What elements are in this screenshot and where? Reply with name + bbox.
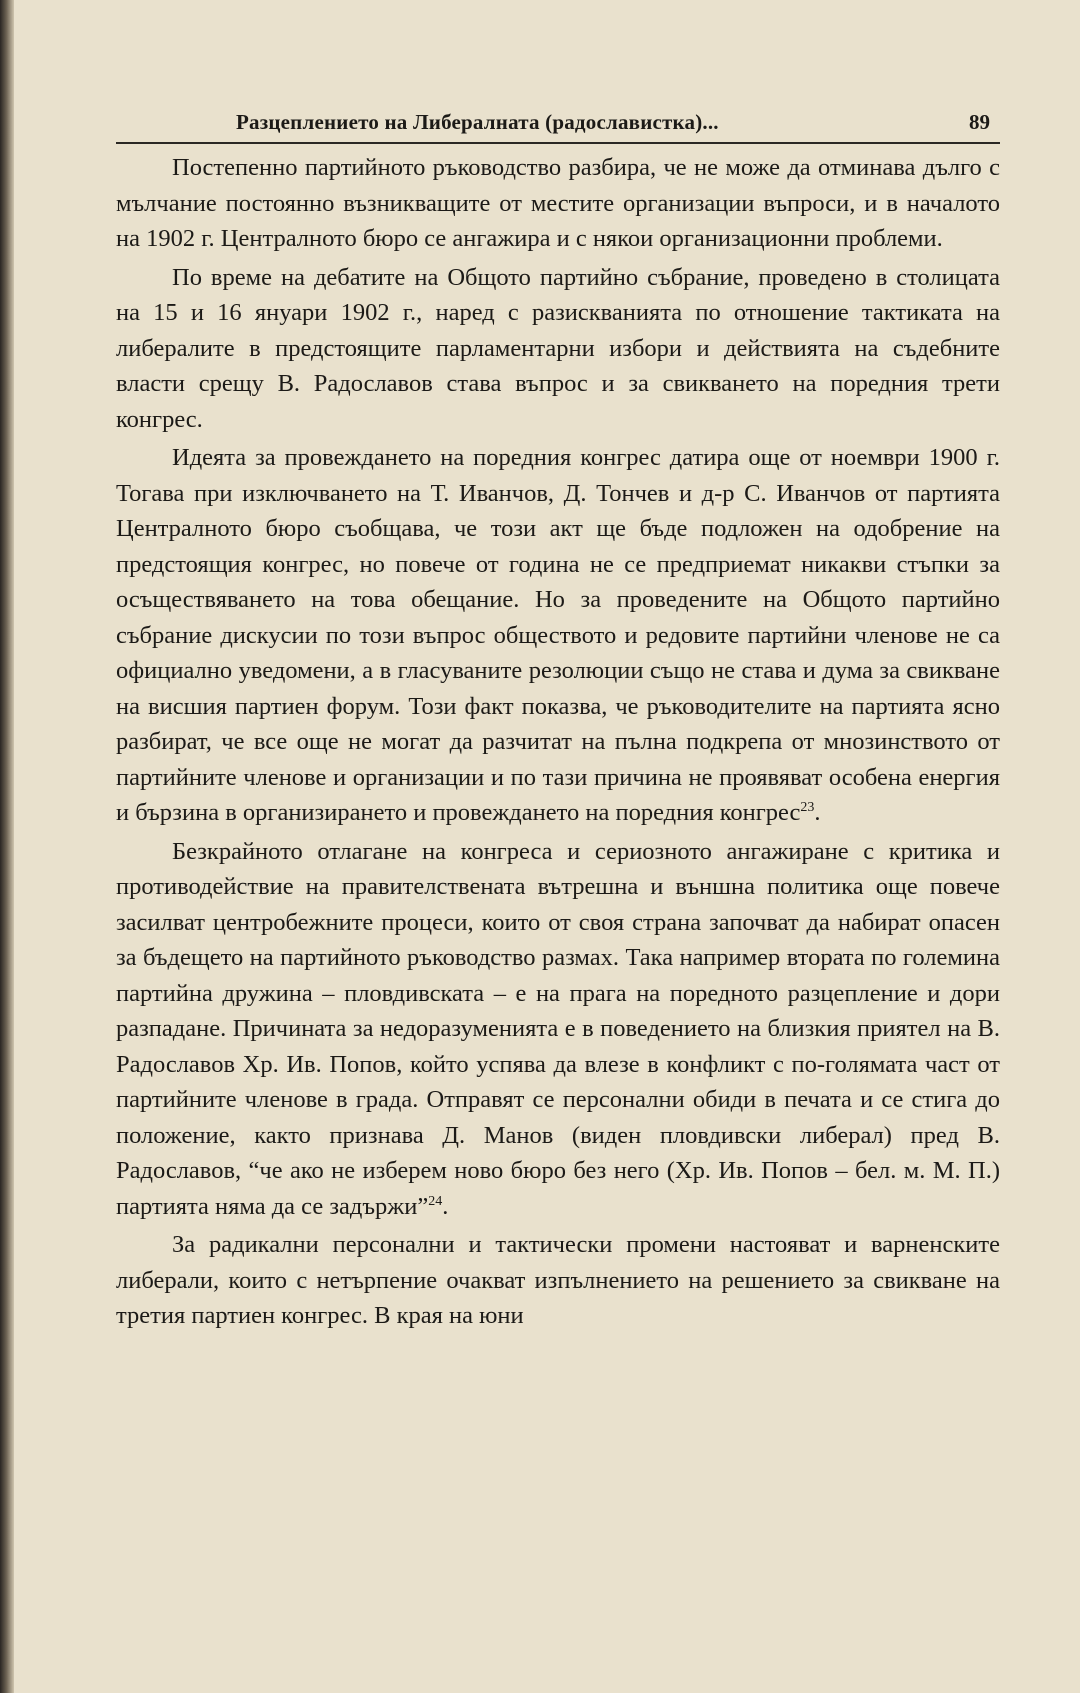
paragraph: За радикални персонални и тактически промени настояват и варненските либерали, които с нетърпение очакват изпълнението на решението за свикване на третия партиен конгрес. В края на юни: [116, 1231, 1000, 1329]
book-spine-shadow: [0, 0, 14, 1693]
footnote-ref: 24: [428, 1193, 443, 1209]
body-text: [116, 150, 1000, 1334]
paragraph: Постепенно партийното ръководство разбира, че не може да отминава дълго с мълчание постоянно възникващите от местите организации въпроси, и в началото на 1902 г. Централното бюро се ангажира и с някои организационни проблеми.: [116, 154, 1000, 252]
running-header: [116, 108, 1000, 144]
paragraph: Идеята за провеждането на поредния конгрес датира още от ноември 1900 г. Тогава при изключването на Т. Иванчов, Д. Тончев и д-р С. Иванчов от партията Централното бюро съобщава, че този акт ще бъде подложен на одобрение на предстоящия конгрес, но повече от година не се предприемат никакви стъпки за осъществяването на това обещание. Но за проведените на Общото партийно събрание дискусии по този въпрос обществото и редовите партийни членове не са официално уведомени, а в гласуваните резолюции също не става и дума за свикване на висшия партиен форум. Този факт показва, че ръководителите на партията ясно разбират, че все още не могат да разчитат на пълна подкрепа от мнозинството от партийните членове и организации и по тази причина не проявяват особена енергия и бързина в организирането и провеждането на поредния конгрес$^{23}$.: [116, 444, 1000, 826]
footnote-ref: 23: [800, 799, 815, 815]
paragraph: По време на дебатите на Общото партийно събрание, проведено в столицата на 15 и 16 януари 1902 г., наред с разискванията по отношение тактиката на либералите в предстоящите парламентарни избори и действията на съдебните власти срещу В. Радославов става въпрос и за свикването на поредния трети конгрес.: [116, 263, 1000, 433]
page-number: 89: [969, 110, 990, 134]
running-title: Разцеплението на Либералната (радославистка)...: [236, 110, 719, 134]
paragraph: Безкрайното отлагане на конгреса и сериозното ангажиране с критика и противодействие на правителствената вътрешна и външна политика още повече засилват центробежните процеси, които от своя страна започват да набират опасен за бъдещето на партийното ръководство размах. Така например втората по големина партийна дружина – пловдивската – е на прага на поредното разцепление и дори разпадане. Причината за недоразуменията е в поведението на близкия приятел на В. Радославов Хр. Ив. Попов, който успява да влезе в конфликт с по-голямата част от партийните членове в града. Отправят се персонални обиди в печата и се стига до положение, както признава Д. Манов (виден пловдивски либерал) пред В. Радославов, “че ако не изберем ново бюро без него (Хр. Ив. Попов – бел. м. М. П.) партията няма да се задържи”$^{24}$.: [116, 837, 1000, 1220]
book-page: [116, 108, 1000, 1337]
